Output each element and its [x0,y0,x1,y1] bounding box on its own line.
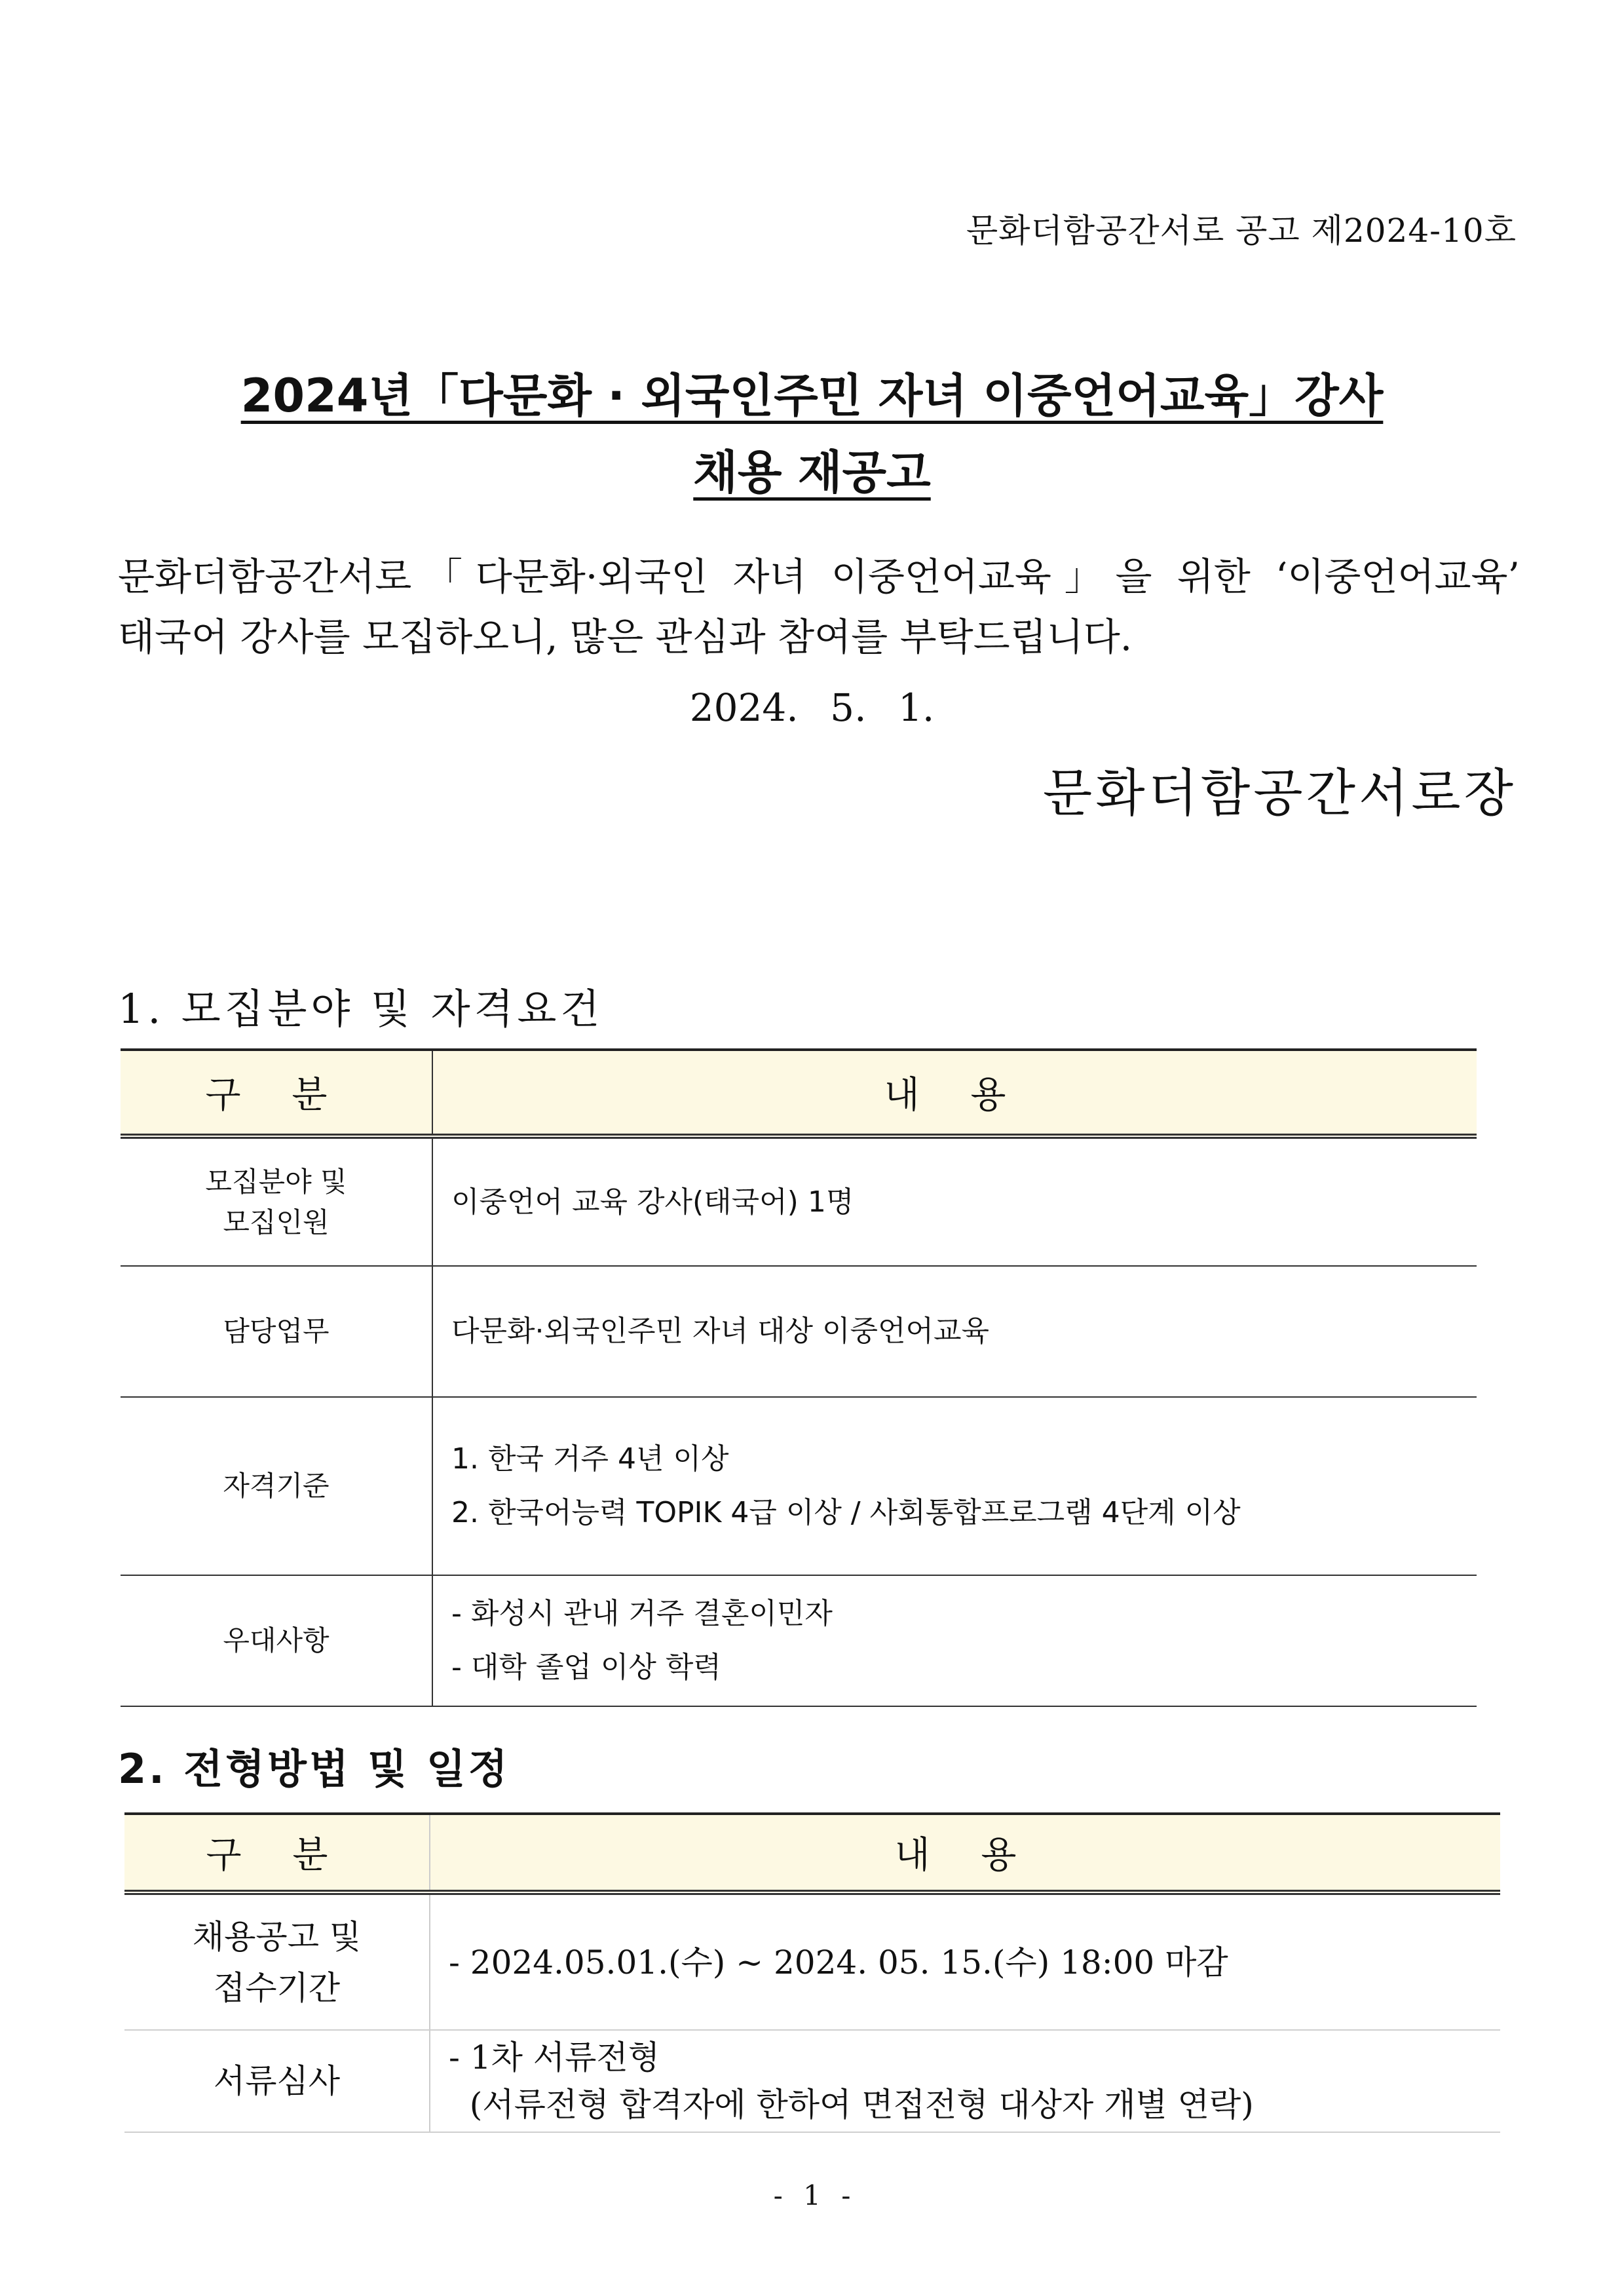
row-label: 채용공고 및 접수기간 [124,1892,430,2030]
table-row [121,1136,1477,1266]
page-number: - 1 - [773,2179,851,2211]
announcement-date: 2024. 5. 1. [689,685,935,730]
notice-number: 문화더함공간서로 공고 제2024-10호 [966,212,1517,250]
table-row [124,2030,1500,2132]
header-content: 내 용 [430,1814,1500,1892]
header-category: 구 분 [121,1050,432,1136]
row-value: - 1차 서류전형 (서류전형 합격자에 한하여 면접전형 대상자 개별 연락) [430,2030,1500,2132]
selection-table [124,1812,1500,2133]
row-label: 우대사항 [121,1575,432,1706]
table-header-row [121,1050,1477,1136]
row-label: 자격기준 [121,1397,432,1575]
table-row [121,1397,1477,1575]
recruitment-table [121,1048,1477,1707]
row-label: 서류심사 [124,2030,430,2132]
header-category: 구 분 [124,1814,430,1892]
section-heading-selection: 2. 전형방법 및 일정 [118,1745,510,1793]
row-value: - 2024.05.01.(수) ~ 2024. 05. 15.(수) 18:00 마감 [430,1892,1500,2030]
row-value: 1. 한국 거주 4년 이상 2. 한국어능력 TOPIK 4급 이상 / 사회통합프로그램 4단계 이상 [432,1397,1477,1575]
table-row [121,1266,1477,1397]
table-header-row [124,1814,1500,1892]
intro-paragraph-line2: 태국어 강사를 모집하오니, 많은 관심과 참여를 부탁드립니다. [118,615,1133,659]
row-value: 다문화·외국인주민 자녀 대상 이중언어교육 [432,1266,1477,1397]
signer: 문화더함공간서로장 [1042,764,1517,823]
table-row [121,1575,1477,1706]
document-title: 2024년「다문화 · 외국인주민 자녀 이중언어교육」강사 [240,369,1384,423]
row-value: - 화성시 관내 거주 결혼이민자 - 대학 졸업 이상 학력 [432,1575,1477,1706]
row-value: 이중언어 교육 강사(태국어) 1명 [432,1136,1477,1266]
table-row [124,1892,1500,2030]
intro-paragraph-line1: 문화더함공간서로「다문화·외국인 자녀 이중언어교육」을 위한 ‘이중언어교육’ [118,554,1520,599]
row-label: 담당업무 [121,1266,432,1397]
header-content: 내 용 [432,1050,1477,1136]
row-label: 모집분야 및 모집인원 [121,1136,432,1266]
document-subtitle: 채용 재공고 [693,446,931,499]
section-heading-recruitment: 1. 모집분야 및 자격요건 [118,985,604,1033]
